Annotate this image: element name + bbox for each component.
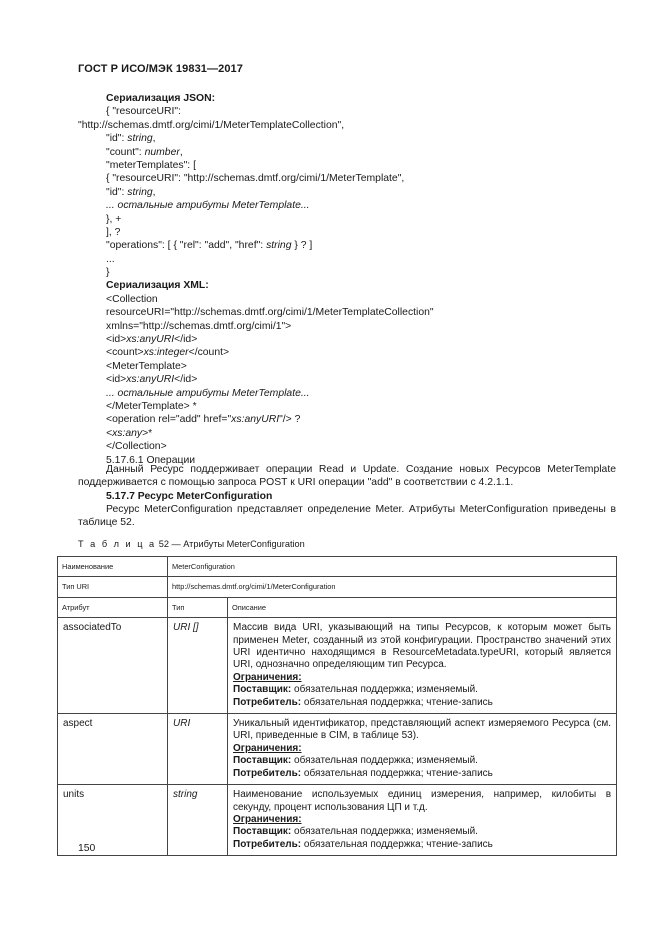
code-line: "operations": [ { "rel": "add", "href": string } ? ] [106, 240, 313, 252]
provider-line: Поставщик: обязательная поддержка; изменяемый. [233, 684, 478, 696]
constraints-label: Ограничения: [233, 813, 302, 825]
xml-section-title: Сериализация XML: [106, 280, 209, 292]
code-line: ... остальные атрибуты MeterTemplate... [106, 200, 310, 212]
attribute-name: units [58, 785, 168, 856]
constraints-label: Ограничения: [233, 742, 302, 754]
constraints-label: Ограничения: [233, 671, 302, 683]
document-header: ГОСТ Р ИСО/МЭК 19831—2017 [78, 63, 243, 75]
code-line: <Collection [106, 293, 158, 305]
attribute-name: aspect [58, 714, 168, 785]
code-line: ... остальные атрибуты MeterTemplate... [106, 387, 310, 399]
attribute-type: URI [] [168, 618, 228, 714]
code-line: "count": number, [106, 146, 183, 158]
code-line: ... [106, 253, 115, 265]
code-line: "id": string, [106, 133, 156, 145]
table-row [58, 618, 617, 714]
operations-heading: 5.17.6.1 Операции [106, 454, 196, 466]
code-line: { "resourceURI": [106, 106, 181, 118]
code-line: "meterTemplates": [ [106, 159, 196, 171]
table-row [58, 557, 617, 577]
code-line: <id>xs:anyURI</id> [106, 374, 198, 386]
table-row [58, 714, 617, 785]
table-header-row [58, 597, 617, 617]
consumer-line: Потребитель: обязательная поддержка; чтение-запись [233, 696, 493, 708]
code-line: } [106, 267, 110, 279]
table-caption: Т а б л и ц а 52 — Атрибуты MeterConfiguration [78, 539, 305, 549]
name-label: Наименование [58, 557, 168, 577]
attribute-description-cell [228, 785, 617, 856]
meter-configuration-heading: 5.17.7 Ресурс MeterConfiguration [106, 491, 273, 502]
attribute-type: string [168, 785, 228, 856]
operations-paragraph: Данный Ресурс поддерживает операции Read и Update. Создание новых Ресурсов MeterTemplate поддерживается с помощью запроса POST к URI операции "add" в соответствии с 4.2.1.1. [78, 464, 616, 489]
code-line: <MeterTemplate> [106, 360, 187, 372]
meter-configuration-paragraph: Ресурс MeterConfiguration представляет определение Meter. Атрибуты MeterConfiguration приведены в таблице 52. [78, 504, 616, 529]
code-line: <xs:any>* [106, 427, 153, 439]
provider-line: Поставщик: обязательная поддержка; изменяемый. [233, 755, 478, 767]
code-line: "http://schemas.dmtf.org/cimi/1/MeterTemplateCollection", [78, 119, 345, 131]
attribute-type: URI [168, 714, 228, 785]
attributes-table [57, 556, 617, 856]
code-line: { "resourceURI": "http://schemas.dmtf.org/cimi/1/MeterTemplate", [106, 173, 405, 185]
code-line: </Collection> [106, 441, 167, 453]
type-uri-value: http://schemas.dmtf.org/cimi/1/MeterConfiguration [168, 577, 617, 597]
attribute-description-cell [228, 618, 617, 714]
json-section-title: Сериализация JSON: [106, 93, 216, 104]
page-number: 150 [78, 843, 96, 854]
code-line: ], ? [106, 226, 121, 238]
code-line: <count>xs:integer</count> [106, 347, 230, 359]
attribute-description: Уникальный идентификатор, представляющий аспект измеряемого Ресурса (см. URI, приведенные в CIM, в таблице 53). [233, 718, 612, 742]
attribute-description: Массив вида URI, указывающий на типы Ресурсов, к которым может быть применен Meter, созданный из этой конфигурации. Пространство значений этих URI идентично находящимся в ResourceMetadata.typeURI, который является URI, однозначно определяющим тип Ресурса. [233, 622, 612, 671]
code-line: xmlns="http://schemas.dmtf.org/cimi/1"> [106, 320, 292, 332]
code-line: </MeterTemplate> * [106, 400, 197, 412]
code-line: <id>xs:anyURI</id> [106, 334, 198, 346]
attribute-description-cell [228, 714, 617, 785]
code-line: }, + [106, 213, 122, 225]
code-line: <operation rel="add" href="xs:anyURI"/> ? [106, 414, 301, 426]
attribute-name: associatedTo [58, 618, 168, 714]
table-row [58, 577, 617, 597]
code-line: resourceURI="http://schemas.dmtf.org/cimi/1/MeterTemplateCollection" [106, 307, 434, 319]
attribute-description: Наименование используемых единиц измерения, например, килобиты в секунду, процент использования ЦП и т.д. [233, 789, 612, 813]
provider-line: Поставщик: обязательная поддержка; изменяемый. [233, 826, 478, 838]
column-header-attribute: Атрибут [58, 597, 168, 617]
column-header-description: Описание [228, 597, 617, 617]
consumer-line: Потребитель: обязательная поддержка; чтение-запись [233, 767, 493, 779]
name-value: MeterConfiguration [168, 557, 617, 577]
consumer-line: Потребитель: обязательная поддержка; чтение-запись [233, 838, 493, 850]
code-line: "id": string, [106, 186, 156, 198]
column-header-type: Тип [168, 597, 228, 617]
code-listing [78, 92, 618, 467]
table-row [58, 785, 617, 856]
type-uri-label: Тип URI [58, 577, 168, 597]
